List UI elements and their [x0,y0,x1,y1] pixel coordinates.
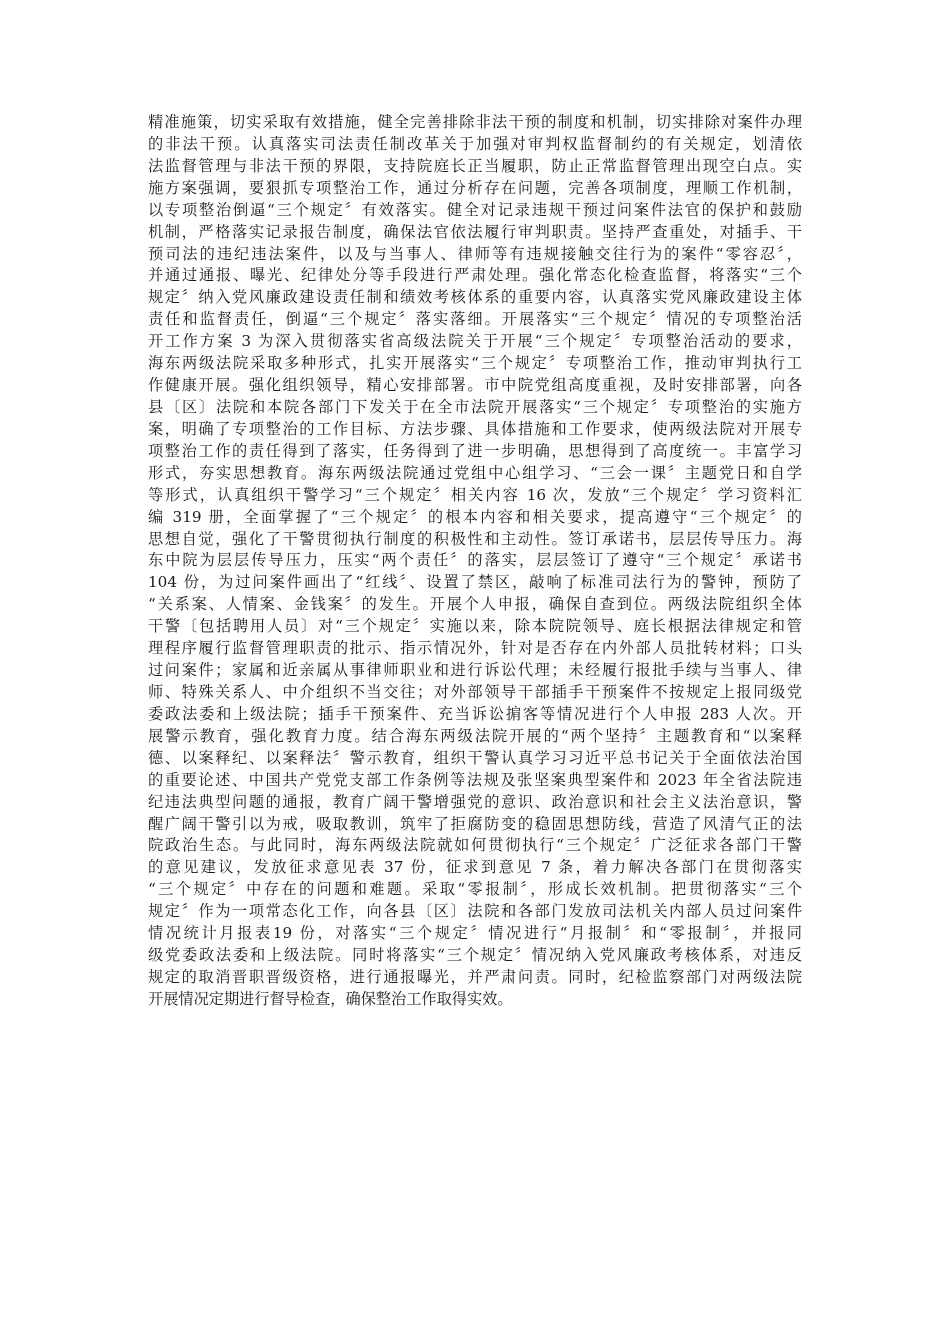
text-line: 纪违法典型问题的通报，教育广阔干警增强党的意识、政治意识和社会主义法治意识，警 [148,792,802,811]
text-line: 施方案强调，要狠抓专项整治工作，通过分析存在问题，完善各项制度，理顺工作机制， [148,178,802,197]
text-line: 并通过通报、曝光、纪律处分等手段进行严肃处理。强化常态化检查监督，将落实“三个 [148,266,802,285]
text-line: 预司法的违纪违法案件，以及与当事人、律师等有违规接触交往行为的案件“零容忍〞， [148,244,802,263]
text-line: 理程序履行监督管理职责的批示、指示情况外，针对是否存在内外部人员批转材料；口头 [148,639,802,658]
text-line: 项整治工作的责任得到了落实，任务得到了进一步明确，思想得到了高度统一。丰富学习 [148,441,802,460]
text-line: 院政治生态。与此同时，海东两级法院就如何贯彻执行“三个规定〞广泛征求各部门干警 [148,836,802,855]
text-line: 机制，严格落实记录报告制度，确保法官依法履行审判职责。坚持严查重处，对插手、干 [148,222,802,241]
body-text [148,112,802,1011]
text-line: “关系案、人情案、金钱案〞的发生。开展个人申报，确保自查到位。两级法院组织全体 [148,595,802,614]
text-line: 等形式，认真组织干警学习“三个规定〞相关内容 16 次，发放“三个规定〞学习资料汇 [148,485,802,504]
text-line: 德、以案释纪、以案释法〞警示教育，组织干警认真学习习近平总书记关于全面依法治国 [148,748,802,767]
text-line: 东中院为层层传导压力，压实“两个责任〞的落实，层层签订了遵守“三个规定〞承诺书 [148,551,802,570]
text-line: 展警示教育，强化教育力度。结合海东两级法院开展的“两个坚持〞主题教育和“以案释 [148,726,802,745]
text-line: 规定〞作为一项常态化工作，向各县〔区〕法院和各部门发放司法机关内部人员过问案件 [148,902,802,921]
text-line: 过问案件；家属和近亲属从事律师职业和进行诉讼代理；未经履行报批手续与当事人、律 [148,661,802,680]
text-line: 思想自觉，强化了干警贯彻执行制度的积极性和主动性。签订承诺书，层层传导压力。海 [148,529,802,548]
text-line: 师、特殊关系人、中介组织不当交往；对外部领导干部插手干预案件不按规定上报同级党 [148,682,802,701]
text-line: 案，明确了专项整治的工作目标、方法步骤、具体措施和工作要求，使两级法院对开展专 [148,419,802,438]
text-line: 作健康开展。强化组织领导，精心安排部署。市中院党组高度重视，及时安排部署，向各 [148,376,802,395]
text-line: 形式，夯实思想教育。海东两级法院通过党组中心组学习、“三会一课〞主题党日和自学 [148,463,802,482]
text-line: 委政法委和上级法院；插手干预案件、充当诉讼掮客等情况进行个人申报 283 人次。开 [148,704,802,723]
text-line: 县〔区〕法院和本院各部门下发关于在全市法院开展落实“三个规定〞专项整治的实施方 [148,397,802,416]
text-line: 精准施策，切实采取有效措施，健全完善排除非法干预的制度和机制，切实排除对案件办理 [148,113,802,131]
text-line: 醒广阔干警引以为戒，吸取教训，筑牢了拒腐防变的稳固思想防线，营造了风清气正的法 [148,814,802,833]
text-line: 规定的取消晋职晋级资格，进行通报曝光，并严肃问责。同时，纪检监察部门对两级法院 [148,967,802,986]
text-line: 开工作方案 3 为深入贯彻落实省高级法院关于开展“三个规定〞专项整治活动的要求， [148,332,802,351]
text-line: 编 319 册，全面掌握了“三个规定〞的根本内容和相关要求，提高遵守“三个规定〞的 [148,507,802,526]
text-line: 的重要论述、中国共产党党支部工作条例等法规及张坚案典型案件和 2023 年全省法院违 [148,770,802,789]
text-line: “三个规定〞中存在的问题和难题。采取“零报制〞，形成长效机制。把贯彻落实“三个 [148,880,802,899]
text-line: 责任和监督责任，倒逼“三个规定〞落实落细。开展落实“三个规定〞情况的专项整治活 [148,310,802,329]
text-line: 法监督管理与非法干预的界限，支持院庭长正当履职，防止正常监督管理出现空白点。实 [148,156,802,175]
text-line: 的意见建议，发放征求意见表 37 份，征求到意见 7 条，着力解决各部门在贯彻落实 [148,858,802,877]
text-line: 开展情况定期进行督导检查，确保整治工作取得实效。 [148,989,513,1008]
text-line: 海东两级法院采取多种形式，扎实开展落实“三个规定〞专项整治工作，推动审判执行工 [148,354,802,373]
text-line: 104 份，为过问案件画出了“红线〞、设置了禁区，敲响了标准司法行为的警钟，预防了 [148,573,802,592]
text-line: 规定〞纳入党风廉政建设责任制和绩效考核体系的重要内容，认真落实党风廉政建设主体 [148,288,802,307]
text-line: 情况统计月报表19 份，对落实“三个规定〞情况进行“月报制〞和“零报制〞，并报同 [148,924,802,943]
text-line: 以专项整治倒逼“三个规定〞有效落实。健全对记录违规干预过问案件法官的保护和鼓励 [148,200,802,219]
text-line: 干警〔包括聘用人员〕对“三个规定〞实施以来，除本院院领导、庭长根据法律规定和管 [148,617,802,636]
text-line: 级党委政法委和上级法院。同时将落实“三个规定〞情况纳入党风廉政考核体系，对违反 [148,946,802,965]
text-line: 的非法干预。认真落实司法责任制改革关于加强对审判权监督制约的有关规定，划清依 [148,134,802,153]
